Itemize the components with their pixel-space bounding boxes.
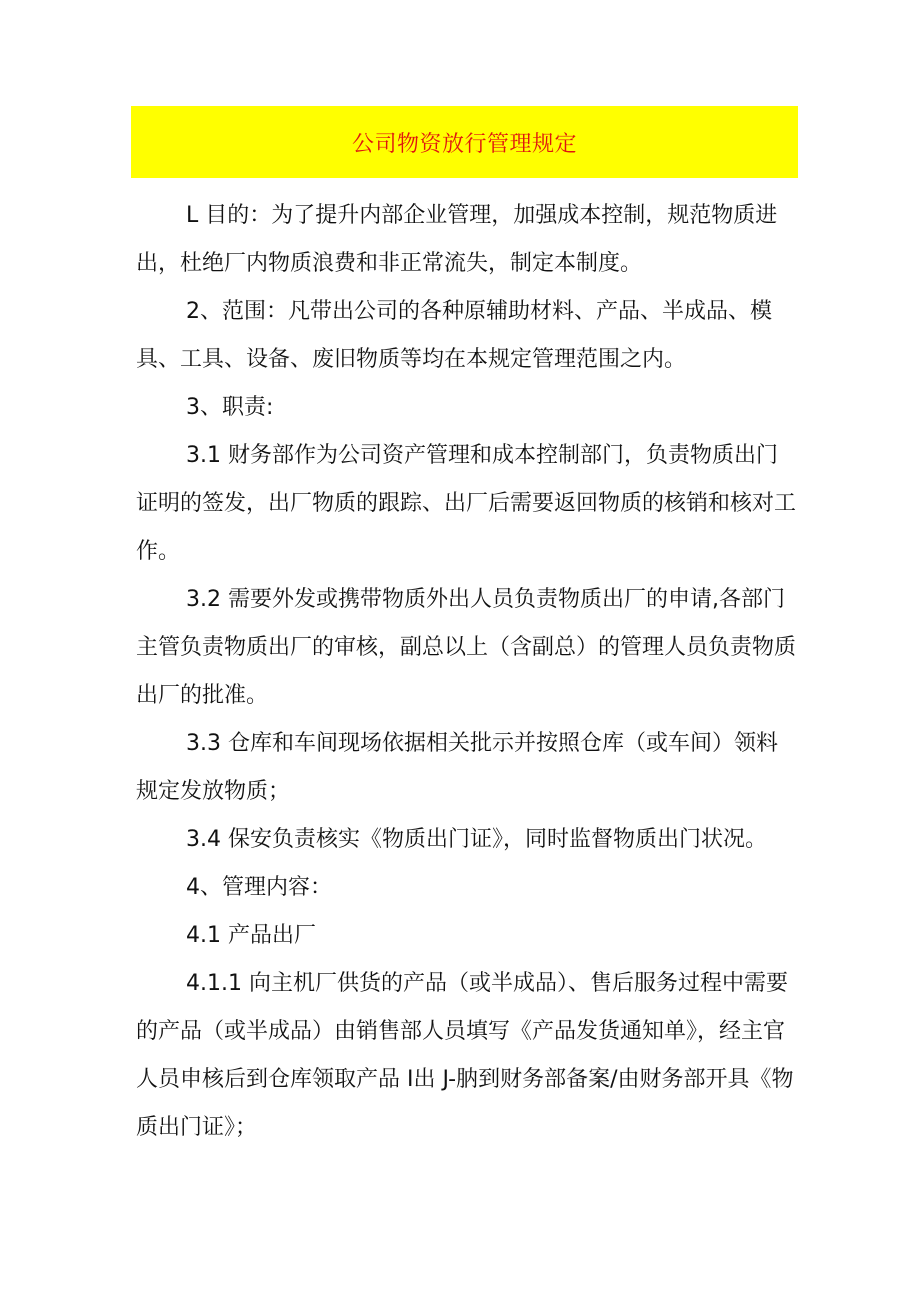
document-title: 公司物资放行管理规定 [351, 131, 577, 157]
paragraph-scope: 2、范围：凡带出公司的各种原辅助材料、产品、半成品、模具、工具、设备、废旧物质等均在本规定管理范围之内。 [136, 299, 772, 372]
paragraph-purpose: L 目的：为了提升内部企业管理，加强成本控制，规范物质进出，杜绝厂内物质浪费和非正常流失，制定本制度。 [136, 203, 778, 276]
paragraph-management-heading: 4、管理内容： [186, 875, 332, 900]
paragraph-3-2: 3.2 需要外发或携带物质外出人员负责物质出厂的申请,各部门主管负责物质出厂的审核，副总以上（含副总）的管理人员负责物质出厂的批准。 [136, 587, 797, 708]
document-body [136, 192, 798, 1152]
paragraph-4-1-1: 4.1.1 向主机厂供货的产品（或半成品）、售后服务过程中需要的产品（或半成品）由销售部人员填写《产品发货通知单》，经主官人员申核后到仓库领取产品 I出 J-肭到财务部备案/由财务部开具《物质出门证》； [136, 971, 794, 1140]
paragraph-responsibilities-heading: 3、职责: [186, 395, 274, 420]
paragraph-3-4: 3.4 保安负责核实《物质出门证》，同时监督物质出门状况。 [186, 827, 767, 852]
paragraph-4-1: 4.1 产品出厂 [186, 923, 316, 948]
title-banner [131, 106, 798, 178]
paragraph-3-1: 3.1 财务部作为公司资产管理和成本控制部门，负责物质出门证明的签发，出厂物质的跟踪、出厂后需要返回物质的核销和核对工作。 [136, 443, 797, 564]
paragraph-3-3: 3.3 仓库和车间现场依据相关批示并按照仓库（或车间）领料规定发放物质； [136, 731, 778, 804]
